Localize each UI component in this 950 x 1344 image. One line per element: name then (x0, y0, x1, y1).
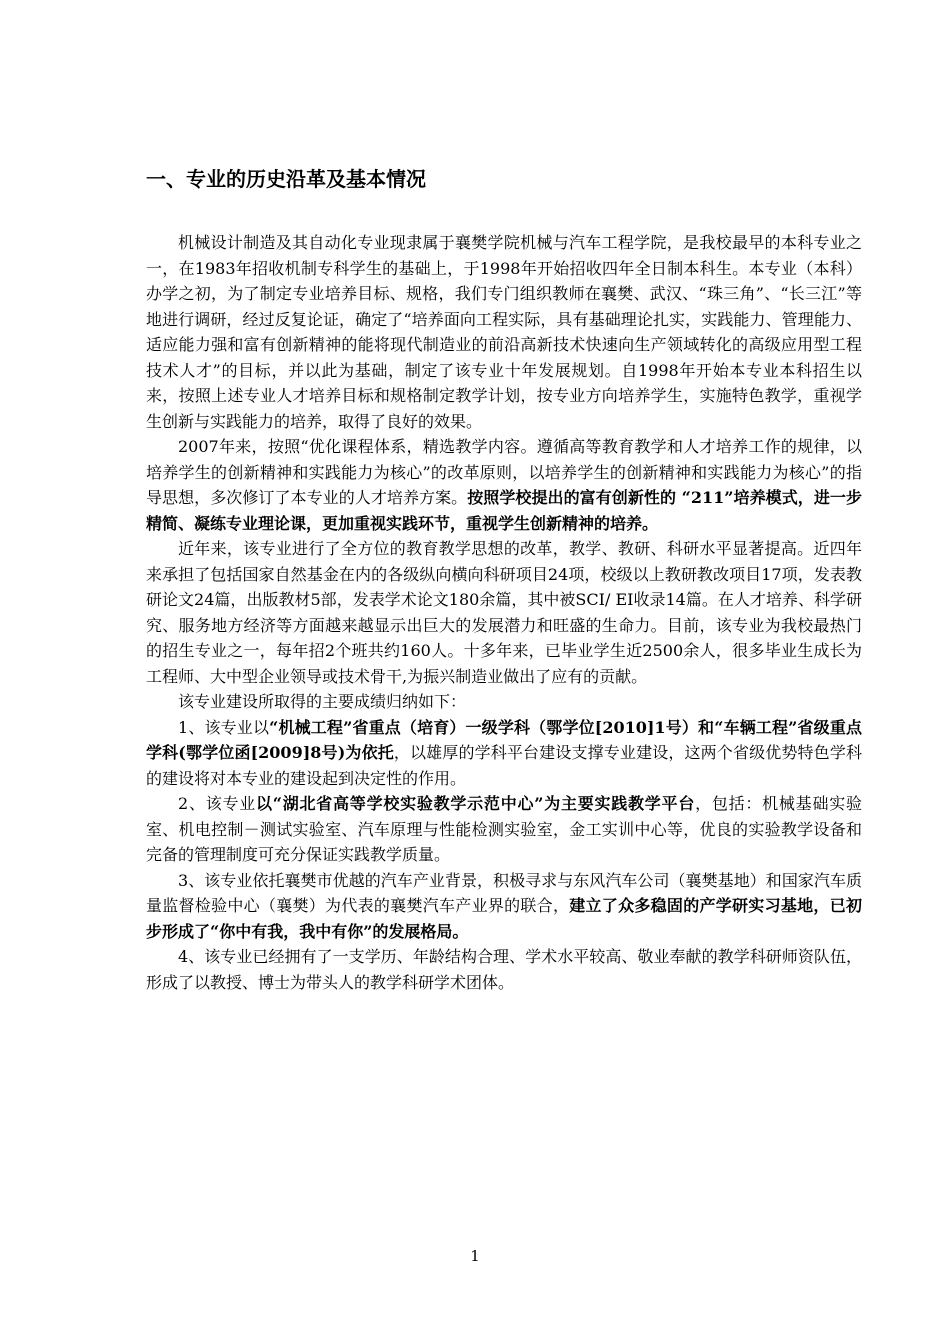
item-1-prefix: 1、该专业以 (178, 717, 270, 737)
item-3-prefix: 3、该专业依托襄樊市优越的汽车产业背景，积极寻求与东风汽车公司（襄樊基地）和国家汽车质量监督检验中心（襄樊）为代表的襄樊汽车产业界的联合， (146, 870, 862, 915)
paragraph-item-3 (146, 868, 862, 945)
item-2-prefix: 2、该专业 (178, 794, 257, 813)
paragraph-item-4: 4、该专业已经拥有了一支学历、年龄结构合理、学术水平较高、敬业奉献的教学科研师资队伍，形成了以教授、博士为带头人的教学科研学术团体。 (146, 947, 862, 992)
paragraph-reform (146, 434, 862, 536)
item-2-bold: 以“湖北省高等学校实验教学示范中心”为主要实践教学平台 (256, 794, 696, 813)
paragraph-item-1 (146, 715, 862, 792)
reform-bold-text: 按照学校提出的富有创新性的 “211”培养模式，进一步精简、凝练专业理论课，更加重视实践环节，重视学生创新精神的培养。 (146, 488, 862, 533)
reform-text: 2007年来，按照“优化课程体系，精选教学内容。遵循高等教育教学和人才培养工作的规律，以培养学生的创新精神和实践能力为核心”的改革原则，以培养学生的创新精神和实践能力为核心”的指导思想，多次修订了本专业的人才培养方案。 (146, 437, 862, 507)
item-3-bold: 建立了众多稳固的产学研实习基地，已初步形成了“你中有我，我中有你”的发展格局。 (146, 896, 862, 941)
paragraph-summary-intro: 该专业建设所取得的主要成绩归纳如下： (178, 692, 467, 711)
item-1-suffix: ，以雄厚的学科平台建设支撑专业建设，这两个省级优势特色学科的建设将对本专业的建设起到决定性的作用。 (146, 743, 862, 788)
item-1-bold: “机械工程”省重点（培育）一级学科（鄂学位[2010]1号）和“车辆工程”省级重点学科(鄂学位函[2009]8号)为依托 (146, 717, 862, 762)
paragraph-item-2 (146, 791, 862, 868)
item-2-suffix: ，包括：机械基础实验室、机电控制－测试实验室、汽车原理与性能检测实验室，金工实训中心等，优良的实验教学设备和完备的管理制度可充分保证实践教学质量。 (146, 794, 862, 864)
page-number: 1 (470, 1247, 480, 1265)
section-body (146, 230, 862, 995)
paragraph-achievements: 近年来，该专业进行了全方位的教育教学思想的改革，教学、教研、科研水平显著提高。近四年来承担了包括国家自然基金在内的各级纵向横向科研项目24项，校级以上教研教改项目17项，发表教研论文24篇，出版教材5部，发表学术论文180余篇，其中被SCI/ EI收录14篇。在人才培养、科学研究、服务地方经济等方面越来越显示出巨大的发展潜力和旺盛的生命力。目前，该专业为我校最热门的招生专业之一，每年招2个班共约160人。十多年来，已毕业学生近2500余人，很多毕业生成长为工程师、大中型企业领导或技术骨干,为振兴制造业做出了应有的贡献。 (146, 539, 862, 686)
section-heading: 一、专业的历史沿革及基本情况 (146, 167, 426, 191)
paragraph-history: 机械设计制造及其自动化专业现隶属于襄樊学院机械与汽车工程学院，是我校最早的本科专业之一，在1983年招收机制专科学生的基础上，于1998年开始招收四年全日制本科生。本专业（本科）办学之初，为了制定专业培养目标、规格，我们专门组织教师在襄樊、武汉、“珠三角”、“长三江”等地进行调研，经过反复论证，确定了“培养面向工程实际，具有基础理论扎实，实践能力、管理能力、适应能力强和富有创新精神的能将现代制造业的前沿高新技术快速向生产领域转化的高级应用型工程技术人才”的目标，并以此为基础，制定了该专业十年发展规划。自1998年开始本专业本科招生以来，按照上述专业人才培养目标和规格制定教学计划，按专业方向培养学生，实施特色教学，重视学生创新与实践能力的培养，取得了良好的效果。 (146, 233, 862, 431)
